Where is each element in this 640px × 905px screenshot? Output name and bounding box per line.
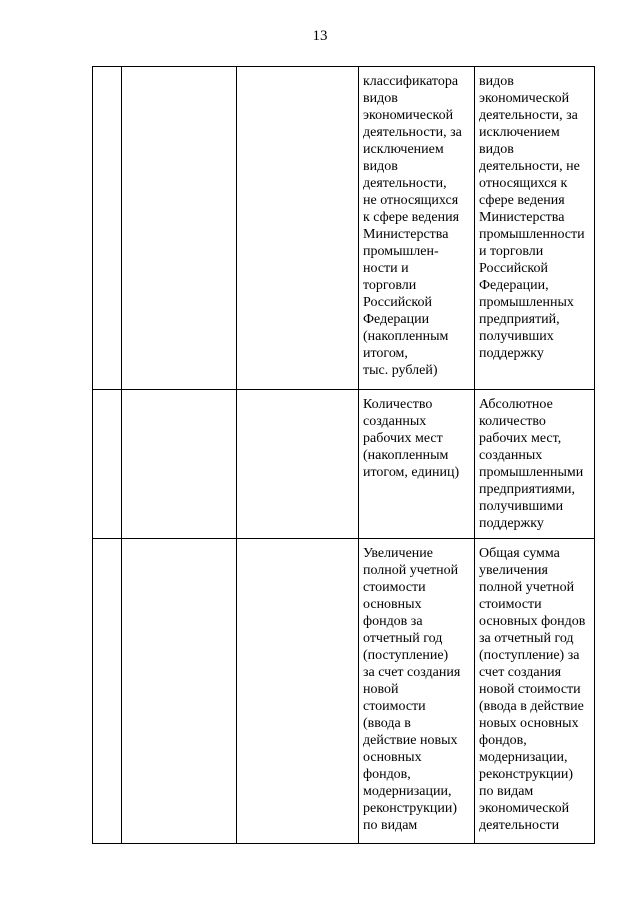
- text-line: новой: [363, 682, 399, 697]
- table-row: [93, 390, 595, 539]
- text-line: торговли: [363, 278, 417, 293]
- text-line: относящихся к: [479, 176, 568, 191]
- text-line: модернизации,: [479, 750, 568, 765]
- text-line: экономической: [363, 108, 454, 123]
- text-line: тыс. рублей): [363, 363, 438, 378]
- indicator-name-cell: [359, 390, 475, 539]
- text-line: исключением: [479, 125, 560, 140]
- text-line: основных: [363, 750, 422, 765]
- text-line: классификатора: [363, 74, 459, 89]
- text-line: стоимости: [479, 597, 542, 612]
- text-line: полной учетной: [363, 563, 459, 578]
- table-cell-empty: [93, 67, 122, 390]
- text-line: промышленных: [479, 295, 574, 310]
- indicator-method-cell: [475, 539, 595, 844]
- text-line: стоимости: [363, 580, 426, 595]
- text-line: (накопленным: [363, 448, 449, 463]
- text-line: видов: [479, 142, 514, 157]
- table-cell-empty: [237, 67, 359, 390]
- text-line: Общая сумма: [479, 546, 560, 561]
- text-line: по видам: [363, 818, 418, 833]
- indicator-name-cell: [359, 539, 475, 844]
- text-line: реконструкции): [479, 767, 574, 782]
- text-line: отчетный год: [363, 631, 443, 646]
- text-line: счет создания: [479, 665, 562, 680]
- text-line: поддержку: [479, 516, 544, 531]
- text-line: промышлен-: [363, 244, 439, 259]
- text-line: Увеличение: [363, 546, 434, 561]
- text-line: поддержку: [479, 346, 544, 361]
- text-line: Российской: [363, 295, 432, 310]
- text-line: деятельности, за: [479, 108, 578, 123]
- text-line: промышленности: [479, 227, 585, 242]
- text-line: деятельности, за: [363, 125, 462, 140]
- text-line: (поступление): [363, 648, 449, 663]
- text-line: и торговли: [479, 244, 544, 259]
- text-line: основных: [363, 597, 422, 612]
- text-line: (накопленным: [363, 329, 449, 344]
- indicator-name-cell: [359, 67, 475, 390]
- text-line: созданных: [479, 448, 543, 463]
- text-line: за счет создания: [363, 665, 461, 680]
- table-cell-empty: [122, 539, 237, 844]
- text-line: Министерства: [363, 227, 449, 242]
- text-line: видов: [479, 74, 514, 89]
- text-line: увеличения: [479, 563, 548, 578]
- text-line: Федерации,: [479, 278, 549, 293]
- text-line: видов: [363, 159, 398, 174]
- text-line: (поступление) за: [479, 648, 580, 663]
- text-line: получившими: [479, 499, 564, 514]
- indicator-table: [92, 66, 595, 844]
- text-line: (ввода в: [363, 716, 411, 731]
- text-line: получивших: [479, 329, 554, 344]
- text-line: созданных: [363, 414, 427, 429]
- text-line: экономической: [479, 91, 570, 106]
- text-line: предприятий,: [479, 312, 560, 327]
- text-line: Российской: [479, 261, 548, 276]
- text-line: рабочих мест: [363, 431, 443, 446]
- table-cell-empty: [122, 67, 237, 390]
- text-line: итогом, единиц): [363, 465, 460, 480]
- page-number: 13: [312, 28, 328, 44]
- text-line: деятельности: [479, 818, 560, 833]
- text-line: к сфере ведения: [363, 210, 460, 225]
- text-line: по видам: [479, 784, 534, 799]
- text-line: деятельности, не: [479, 159, 580, 174]
- table-cell-empty: [237, 539, 359, 844]
- text-line: экономической: [479, 801, 570, 816]
- text-line: видов: [363, 91, 398, 106]
- text-line: модернизации,: [363, 784, 452, 799]
- text-line: фондов,: [479, 733, 527, 748]
- text-line: итогом,: [363, 346, 408, 361]
- text-line: Количество: [363, 397, 433, 412]
- text-line: деятельности,: [363, 176, 447, 191]
- text-line: новой стоимости: [479, 682, 581, 697]
- text-line: реконструкции): [363, 801, 458, 816]
- text-line: рабочих мест,: [479, 431, 562, 446]
- table-row: [93, 539, 595, 844]
- text-line: сфере ведения: [479, 193, 565, 208]
- text-line: ности и: [363, 261, 409, 276]
- text-line: стоимости: [363, 699, 426, 714]
- text-line: Абсолютное: [479, 397, 553, 412]
- text-line: новых основных: [479, 716, 579, 731]
- table-cell-empty: [237, 390, 359, 539]
- table-cell-empty: [93, 390, 122, 539]
- text-line: действие новых: [363, 733, 458, 748]
- text-line: полной учетной: [479, 580, 575, 595]
- text-line: Министерства: [479, 210, 565, 225]
- table-cell-empty: [122, 390, 237, 539]
- text-line: за отчетный год: [479, 631, 574, 646]
- table-cell-empty: [93, 539, 122, 844]
- text-line: основных фондов: [479, 614, 586, 629]
- text-line: исключением: [363, 142, 444, 157]
- text-line: промышленными: [479, 465, 584, 480]
- text-line: (ввода в действие: [479, 699, 584, 714]
- text-line: фондов,: [363, 767, 411, 782]
- text-line: предприятиями,: [479, 482, 575, 497]
- text-line: фондов за: [363, 614, 423, 629]
- indicator-method-cell: [475, 390, 595, 539]
- text-line: Федерации: [363, 312, 430, 327]
- text-line: не относящихся: [363, 193, 459, 208]
- table-row: [93, 67, 595, 390]
- text-line: количество: [479, 414, 546, 429]
- indicator-method-cell: [475, 67, 595, 390]
